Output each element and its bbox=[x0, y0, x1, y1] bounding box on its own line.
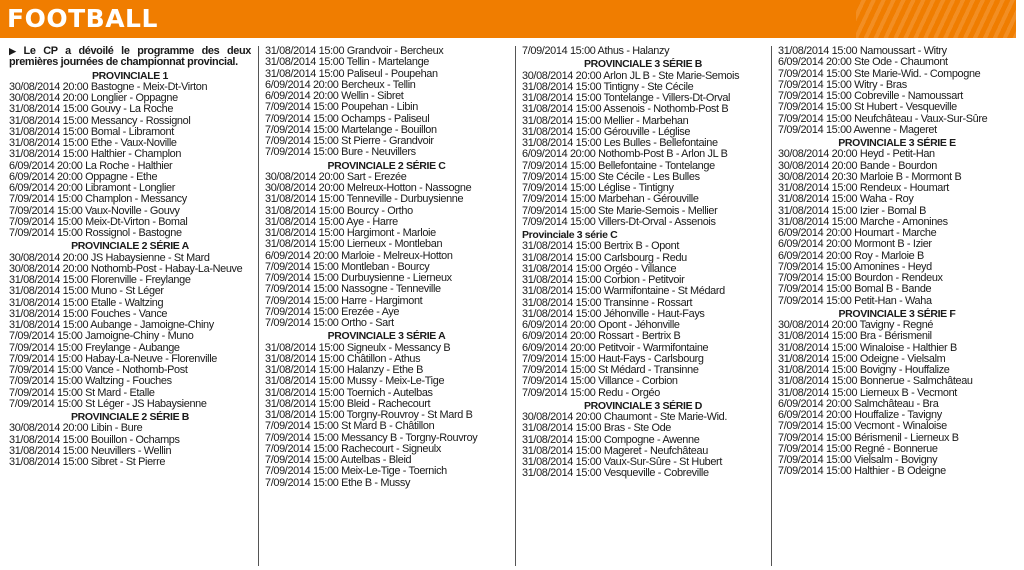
fixture-row: 7/09/2014 15:00 Autelbas - Bleid bbox=[265, 454, 412, 466]
fixture-row: 7/09/2014 15:00 St Hubert - Vesqueville bbox=[778, 101, 957, 114]
fixture-row: 7/09/2014 15:00 Rossignol - Bastogne bbox=[9, 227, 182, 239]
fixture-row: 6/09/2014 20:00 Oppagne - Ethe bbox=[9, 170, 158, 183]
fixture-row: 7/09/2014 15:00 Habay-La-Neuve - Florenville bbox=[9, 352, 217, 365]
fixture-row: 31/08/2014 15:00 Aye - Harre bbox=[265, 215, 398, 228]
fixture-row: 31/08/2014 15:00 Fouches - Vance bbox=[9, 307, 168, 320]
fixture-row: 31/08/2014 15:00 Gérouville - Léglise bbox=[522, 125, 691, 138]
column-divider bbox=[258, 46, 259, 566]
fixture-row: 7/09/2014 15:00 Neufchâteau - Vaux-Sur-Sûre bbox=[778, 112, 988, 125]
fixture-row: 7/09/2014 15:00 Redu - Orgéo bbox=[522, 386, 660, 399]
fixture-row: 7/09/2014 15:00 Montleban - Bourcy bbox=[265, 260, 430, 273]
fixture-row: 31/08/2014 15:00 Warmifontaine - St Médard bbox=[522, 285, 725, 298]
fixture-row: 31/08/2014 15:00 Tellin - Martelange bbox=[265, 56, 429, 69]
fixture-row: 6/09/2014 20:00 Houffalize - Tavigny bbox=[778, 409, 942, 421]
fixture-row: 7/09/2014 15:00 Ste Marie-Semois - Mellier bbox=[522, 204, 718, 217]
fixture-row: 6/09/2014 20:00 La Roche - Halthier bbox=[9, 159, 173, 172]
fixture-row: 31/08/2014 15:00 Bra - Bérismenil bbox=[778, 330, 932, 343]
fixture-row: 30/08/2014 20:00 Arlon JL B - Ste Marie-Semois bbox=[522, 69, 740, 82]
fixture-row: 7/09/2014 15:00 Ortho - Sart bbox=[265, 317, 394, 329]
fixture-row: 31/08/2014 15:00 Mellier - Marbehan bbox=[522, 114, 689, 127]
division-heading: PROVINCIALE 3 SÉRIE B bbox=[583, 58, 703, 71]
fixture-row: 31/08/2014 15:00 Compogne - Awenne bbox=[522, 433, 700, 446]
arrow-icon: ▶ bbox=[9, 46, 21, 56]
fixture-row: 7/09/2014 15:00 Marbehan - Gérouville bbox=[522, 193, 699, 206]
fixture-row: 6/09/2014 20:00 Wellin - Sibret bbox=[265, 90, 404, 102]
fixture-row: 31/08/2014 15:00 Toernich - Autelbas bbox=[265, 386, 433, 399]
fixture-row: 31/08/2014 15:00 Bertrix B - Opont bbox=[522, 240, 680, 253]
fixture-row: 31/08/2014 15:00 Lierneux - Montleban bbox=[265, 238, 443, 251]
fixture-row: 31/08/2014 15:00 Paliseul - Poupehan bbox=[265, 67, 438, 80]
fixture-row: 7/09/2014 15:00 Durbuysienne - Lierneux bbox=[265, 272, 452, 284]
fixtures-columns bbox=[0, 46, 1024, 570]
fixture-row: 7/09/2014 15:00 Bomal B - Bande bbox=[778, 283, 932, 296]
fixture-row: 31/08/2014 15:00 Grandvoir - Bercheux bbox=[265, 46, 444, 57]
fixture-row: 7/09/2014 15:00 Vecmont - Winaloise bbox=[778, 420, 947, 433]
fixture-row: 30/08/2014 20:00 Nothomb-Post - Habay-La-Neuve bbox=[9, 262, 243, 275]
fixture-row: 30/08/2014 20:00 Bande - Bourdon bbox=[778, 159, 937, 172]
fixture-row: 31/08/2014 15:00 Rendeux - Houmart bbox=[778, 182, 949, 194]
fixture-row: 7/09/2014 15:00 Halthier - B Odeigne bbox=[778, 465, 946, 478]
fixture-row: 31/08/2014 15:00 Winaloise - Halthier B bbox=[778, 341, 957, 354]
header-stripes-decoration bbox=[856, 0, 1016, 38]
fixture-row: 31/08/2014 15:00 Odeigne - Vielsalm bbox=[778, 352, 946, 365]
fixture-row: 30/08/2014 20:00 Sart - Erezée bbox=[265, 170, 407, 183]
fixture-row: 7/09/2014 15:00 Nassogne - Tenneville bbox=[265, 283, 441, 296]
division-heading: PROVINCIALE 3 SÉRIE E bbox=[838, 137, 956, 149]
fixture-row: 7/09/2014 15:00 Awenne - Mageret bbox=[778, 123, 937, 136]
fixture-row: 7/09/2014 15:00 St Mard B - Châtillon bbox=[265, 420, 435, 433]
fixture-row: 7/09/2014 15:00 Waltzing - Fouches bbox=[9, 375, 172, 388]
fixture-row: 30/08/2014 20:00 JS Habaysienne - St Mard bbox=[9, 251, 210, 264]
fixture-row: 7/09/2014 15:00 St Pierre - Grandvoir bbox=[265, 135, 434, 147]
fixture-row: 7/09/2014 15:00 Jamoigne-Chiny - Muno bbox=[9, 330, 194, 343]
fixture-row: 7/09/2014 15:00 Haut-Fays - Carlsbourg bbox=[522, 352, 704, 365]
fixture-row: 31/08/2014 15:00 Sibret - St Pierre bbox=[9, 456, 166, 468]
section-title: FOOTBALL bbox=[7, 4, 158, 33]
fixture-row: 7/09/2014 15:00 Vaux-Noville - Gouvy bbox=[9, 204, 180, 217]
fixture-row: 30/08/2014 20:00 Tavigny - Regné bbox=[778, 319, 934, 331]
fixture-row: 7/09/2014 15:00 Petit-Han - Waha bbox=[778, 294, 932, 307]
fixture-row: 30/08/2014 20:00 Melreux-Hotton - Nassogne bbox=[265, 182, 472, 194]
fixture-row: 31/08/2014 15:00 Vaux-Sur-Sûre - St Hubert bbox=[522, 456, 723, 468]
intro-label: Le CP a dévoilé le programme des deux premières journées de championnat provincial. bbox=[9, 46, 251, 69]
fixture-row: 6/09/2014 20:00 Ste Ode - Chaumont bbox=[778, 56, 948, 69]
fixture-row: 6/09/2014 20:00 Rossart - Bertrix B bbox=[522, 330, 681, 343]
division-heading: Provinciale 3 série C bbox=[522, 229, 618, 241]
fixture-row: 30/08/2014 20:00 Heyd - Petit-Han bbox=[778, 148, 935, 161]
fixture-row: 31/08/2014 15:00 Muno - St Léger bbox=[9, 285, 164, 298]
fixture-row: 31/08/2014 15:00 Tontelange - Villers-Dt-Orval bbox=[522, 92, 731, 104]
fixture-row: 7/09/2014 15:00 Meix-Dt-Virton - Bomal bbox=[9, 215, 188, 228]
fixture-row: 31/08/2014 15:00 Bleid - Rachecourt bbox=[265, 397, 431, 410]
fixture-row: 7/09/2014 15:00 Vance - Nothomb-Post bbox=[9, 364, 188, 376]
fixture-row: 31/08/2014 15:00 Neuvillers - Wellin bbox=[9, 444, 172, 457]
column-1 bbox=[9, 46, 251, 570]
fixture-row: 7/09/2014 15:00 Harre - Hargimont bbox=[265, 294, 423, 307]
fixture-row: 31/08/2014 15:00 Vesqueville - Cobreville bbox=[522, 467, 709, 480]
fixture-row: 31/08/2014 15:00 Orgéo - Villance bbox=[522, 262, 677, 275]
division-heading: PROVINCIALE 3 SÉRIE F bbox=[838, 307, 956, 320]
fixture-row: 7/09/2014 15:00 Erezée - Aye bbox=[265, 305, 400, 318]
fixture-row: 31/08/2014 15:00 Gouvy - La Roche bbox=[9, 103, 174, 116]
fixture-row: 31/08/2014 15:00 Signeulx - Messancy B bbox=[265, 341, 451, 354]
fixture-row: 31/08/2014 15:00 Jéhonville - Haut-Fays bbox=[522, 307, 705, 320]
fixture-row: 7/09/2014 15:00 Martelange - Bouillon bbox=[265, 123, 437, 136]
division-heading: PROVINCIALE 2 SÉRIE C bbox=[327, 159, 446, 172]
fixture-row: 31/08/2014 15:00 Tenneville - Durbuysienne bbox=[265, 193, 464, 206]
fixture-row: 7/09/2014 15:00 Villance - Corbion bbox=[522, 375, 678, 388]
section-header bbox=[0, 0, 1016, 38]
fixture-row: 7/09/2014 15:00 Regné - Bonnerue bbox=[778, 442, 938, 455]
fixture-row: 7/09/2014 15:00 St Mard - Etalle bbox=[9, 386, 155, 399]
fixture-row: 7/09/2014 15:00 Bure - Neuvillers bbox=[265, 146, 416, 159]
fixture-row: 31/08/2014 15:00 Waha - Roy bbox=[778, 193, 914, 206]
fixture-row: 7/09/2014 15:00 Poupehan - Libin bbox=[265, 101, 418, 114]
fixture-row: 31/08/2014 15:00 Châtillon - Athus bbox=[265, 352, 421, 365]
fixture-row: 31/08/2014 15:00 Bonnerue - Salmchâteau bbox=[778, 375, 973, 388]
fixture-row: 31/08/2014 15:00 Bouillon - Ochamps bbox=[9, 433, 180, 446]
fixture-row: 7/09/2014 15:00 Ethe B - Mussy bbox=[265, 476, 411, 489]
fixture-row: 6/09/2014 20:00 Opont - Jéhonville bbox=[522, 319, 680, 331]
fixture-row: 7/09/2014 15:00 Ste Cécile - Les Bulles bbox=[522, 170, 700, 183]
fixture-row: 31/08/2014 15:00 Bovigny - Houffalize bbox=[778, 364, 950, 376]
division-heading: PROVINCIALE 3 SÉRIE D bbox=[583, 399, 703, 412]
fixture-row: 7/09/2014 15:00 Athus - Halanzy bbox=[522, 46, 670, 57]
fixture-row: 31/08/2014 15:00 Mussy - Meix-Le-Tige bbox=[265, 375, 445, 388]
fixture-row: 31/08/2014 15:00 Halthier - Champlon bbox=[9, 148, 182, 161]
fixture-row: 6/09/2014 20:00 Nothomb-Post B - Arlon JL B bbox=[522, 148, 728, 161]
fixture-row: 31/08/2014 15:00 Mageret - Neufchâteau bbox=[522, 444, 708, 457]
fixture-row: 7/09/2014 15:00 Bellefontaine - Tontelange bbox=[522, 159, 715, 172]
fixture-row: 31/08/2014 15:00 Marche - Amonines bbox=[778, 215, 948, 228]
fixture-row: 31/08/2014 15:00 Aubange - Jamoigne-Chiny bbox=[9, 319, 214, 331]
fixture-row: 30/08/2014 20:00 Longlier - Oppagne bbox=[9, 92, 178, 104]
column-2 bbox=[265, 46, 508, 570]
fixture-row: 30/08/2014 20:00 Chaumont - Ste Marie-Wid. bbox=[522, 411, 728, 423]
intro-text bbox=[9, 46, 251, 69]
fixture-row: 7/09/2014 15:00 Messancy B - Torgny-Rouvroy bbox=[265, 431, 478, 444]
fixture-row: 7/09/2014 15:00 Vielsalm - Bovigny bbox=[778, 454, 938, 466]
column-divider bbox=[515, 46, 516, 566]
column-divider bbox=[771, 46, 772, 566]
fixture-row: 31/08/2014 15:00 Bomal - Libramont bbox=[9, 125, 174, 138]
fixture-row: 7/09/2014 15:00 Bourdon - Rendeux bbox=[778, 272, 943, 284]
fixture-row: 31/08/2014 15:00 Bras - Ste Ode bbox=[522, 422, 671, 435]
fixture-row: 7/09/2014 15:00 Champlon - Messancy bbox=[9, 193, 187, 206]
fixture-row: 31/08/2014 15:00 Les Bulles - Bellefontaine bbox=[522, 137, 718, 149]
fixture-row: 31/08/2014 15:00 Halanzy - Ethe B bbox=[265, 364, 423, 376]
fixture-row: 6/09/2014 20:00 Libramont - Longlier bbox=[9, 182, 176, 194]
fixture-row: 30/08/2014 20:30 Marloie B - Mormont B bbox=[778, 170, 962, 183]
fixture-row: 7/09/2014 15:00 Witry - Bras bbox=[778, 78, 907, 91]
fixture-row: 6/09/2014 20:00 Petitvoir - Warmifontaine bbox=[522, 341, 709, 354]
fixture-row: 7/09/2014 15:00 Amonines - Heyd bbox=[778, 260, 932, 273]
fixture-row: 31/08/2014 15:00 Florenville - Freylange bbox=[9, 274, 191, 286]
fixture-row: 6/09/2014 20:00 Roy - Marloie B bbox=[778, 249, 924, 262]
fixture-row: 7/09/2014 15:00 Bérismenil - Lierneux B bbox=[778, 431, 959, 444]
fixture-row: 30/08/2014 20:00 Bastogne - Meix-Dt-Virton bbox=[9, 80, 208, 93]
fixture-row: 31/08/2014 15:00 Transinne - Rossart bbox=[522, 296, 693, 309]
fixture-row: 31/08/2014 15:00 Hargimont - Marloie bbox=[265, 227, 436, 239]
fixture-row: 31/08/2014 15:00 Assenois - Nothomb-Post B bbox=[522, 103, 729, 116]
fixture-row: 31/08/2014 15:00 Carlsbourg - Redu bbox=[522, 251, 687, 264]
fixture-row: 6/09/2014 20:00 Houmart - Marche bbox=[778, 227, 937, 239]
fixture-row: 7/09/2014 15:00 Rachecourt - Signeulx bbox=[265, 442, 441, 455]
fixture-row: 7/09/2014 15:00 Ste Marie-Wid. - Compogne bbox=[778, 67, 981, 80]
division-heading: PROVINCIALE 2 SÉRIE B bbox=[70, 411, 190, 423]
fixture-row: 6/09/2014 20:00 Bercheux - Tellin bbox=[265, 78, 416, 91]
fixture-row: 7/09/2014 15:00 Ochamps - Paliseul bbox=[265, 112, 430, 125]
fixture-row: 31/08/2014 15:00 Torgny-Rouvroy - St Mard B bbox=[265, 409, 473, 421]
fixture-row: 31/08/2014 15:00 Namoussart - Witry bbox=[778, 46, 947, 57]
fixture-row: 7/09/2014 15:00 St Léger - JS Habaysienne bbox=[9, 397, 207, 410]
fixture-row: 7/09/2014 15:00 Léglise - Tintigny bbox=[522, 182, 674, 194]
fixture-row: 31/08/2014 15:00 Bourcy - Ortho bbox=[265, 204, 413, 217]
fixture-row: 7/09/2014 15:00 Villers-Dt-Orval - Assenois bbox=[522, 215, 716, 228]
fixture-row: 31/08/2014 15:00 Tintigny - Ste Cécile bbox=[522, 80, 694, 93]
fixture-row: 31/08/2014 15:00 Etalle - Waltzing bbox=[9, 296, 164, 309]
column-3 bbox=[522, 46, 764, 570]
fixture-row: 7/09/2014 15:00 St Médard - Transinne bbox=[522, 364, 699, 376]
fixture-row: 31/08/2014 15:00 Lierneux B - Vecmont bbox=[778, 386, 957, 399]
fixture-row: 6/09/2014 20:00 Marloie - Melreux-Hotton bbox=[265, 249, 453, 262]
fixture-row: 31/08/2014 15:00 Messancy - Rossignol bbox=[9, 114, 191, 127]
fixture-row: 6/09/2014 20:00 Mormont B - Izier bbox=[778, 238, 932, 251]
fixture-row: 31/08/2014 15:00 Corbion - Petitvoir bbox=[522, 274, 685, 286]
fixture-row: 31/08/2014 15:00 Ethe - Vaux-Noville bbox=[9, 137, 177, 149]
fixture-row: 31/08/2014 15:00 Izier - Bomal B bbox=[778, 204, 927, 217]
division-heading: PROVINCIALE 2 SÉRIE A bbox=[71, 240, 189, 253]
column-4 bbox=[778, 46, 1016, 570]
fixture-row: 7/09/2014 15:00 Cobreville - Namoussart bbox=[778, 90, 963, 102]
fixture-row: 7/09/2014 15:00 Freylange - Aubange bbox=[9, 341, 180, 354]
division-heading: PROVINCIALE 3 SÉRIE A bbox=[327, 330, 446, 343]
division-heading: PROVINCIALE 1 bbox=[92, 69, 168, 82]
fixture-row: 6/09/2014 20:00 Salmchâteau - Bra bbox=[778, 397, 939, 410]
fixture-row: 30/08/2014 20:00 Libin - Bure bbox=[9, 422, 143, 435]
fixture-row: 7/09/2014 15:00 Meix-Le-Tige - Toernich bbox=[265, 465, 447, 478]
